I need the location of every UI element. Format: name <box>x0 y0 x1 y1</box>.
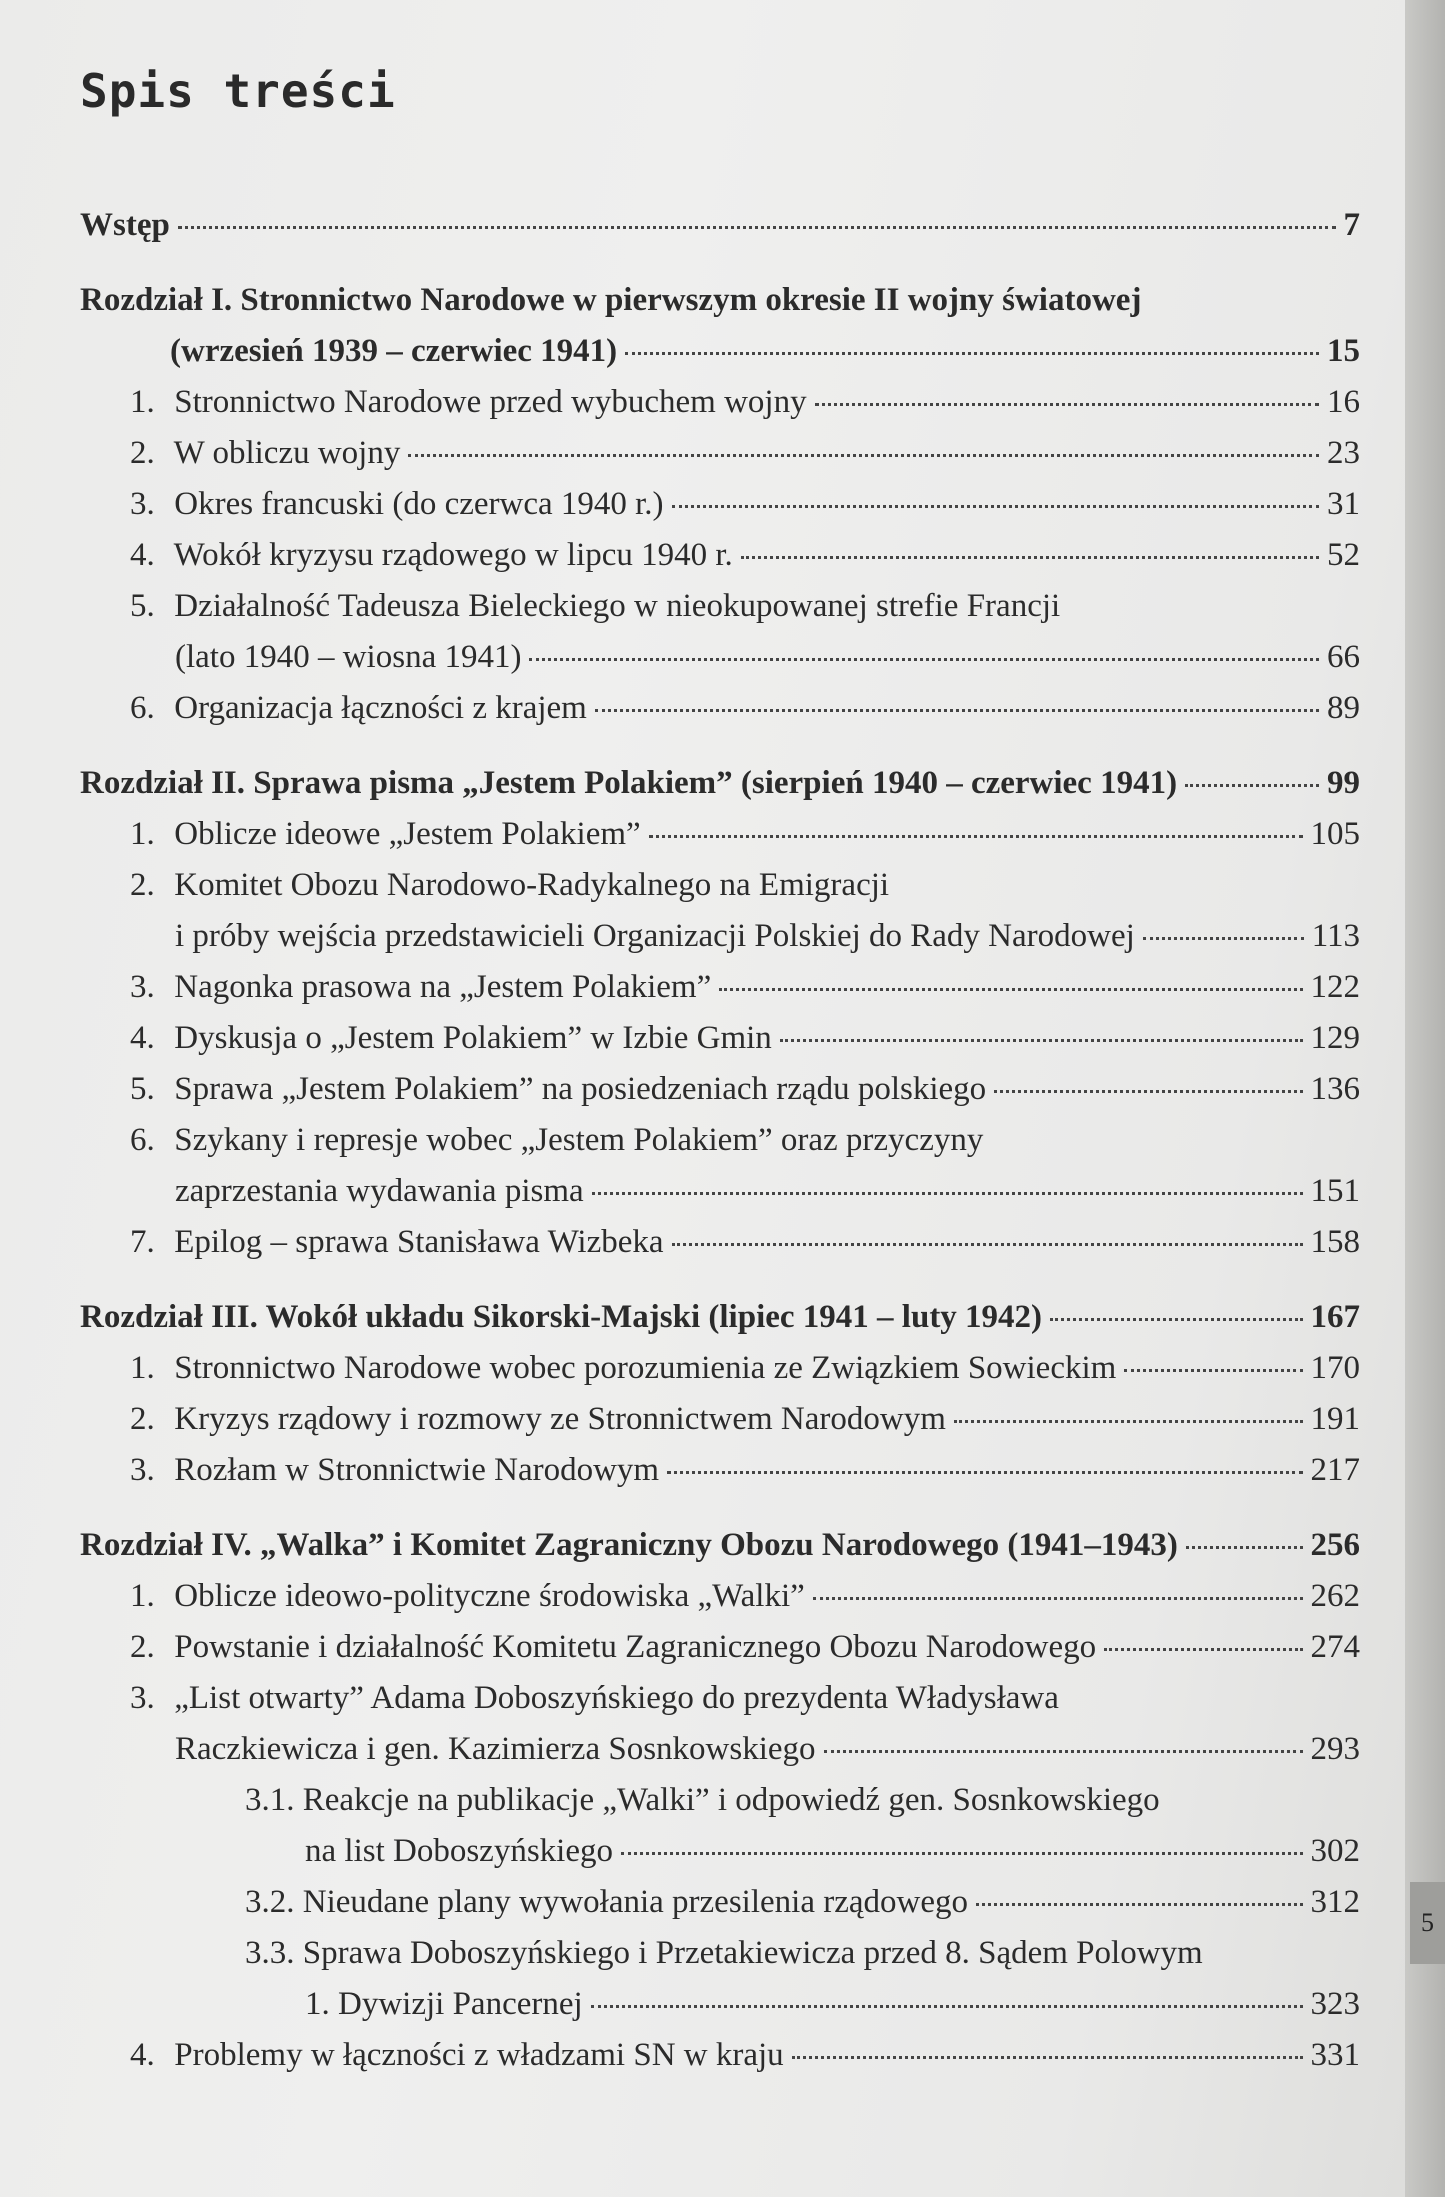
page-number: 274 <box>1310 1629 1360 1665</box>
page-number-tab: 5 <box>1410 1882 1445 1964</box>
dot-leader <box>1143 937 1304 940</box>
entry-number: 1. <box>130 384 155 420</box>
dot-leader <box>954 1420 1303 1423</box>
entry-number: 6. <box>130 1122 155 1158</box>
entry-number: 5. <box>130 588 155 624</box>
entry-number: 1. <box>130 1350 155 1386</box>
entry-number: 3. <box>130 1680 155 1716</box>
entry-number: 3. <box>130 1452 155 1488</box>
entry-title: Wokół kryzysu rządowego w lipcu 1940 r. <box>173 537 733 573</box>
toc-entry <box>80 860 1360 911</box>
dot-leader <box>792 2056 1303 2059</box>
chapter-heading <box>80 275 1360 326</box>
dot-leader <box>994 1090 1302 1093</box>
dot-leader <box>595 709 1319 712</box>
toc-subentry-cont <box>80 1979 1360 2030</box>
entry-number: 6. <box>130 690 155 726</box>
page-number: 302 <box>1310 1833 1360 1869</box>
toc-chapter-1 <box>80 275 1360 734</box>
chapter-title: Rozdział IV. „Walka” i Komitet Zagraniczny Obozu Narodowego (1941–1943) <box>80 1527 1178 1563</box>
toc-entry <box>80 428 1360 479</box>
page-number: 31 <box>1327 486 1360 522</box>
entry-title: Dyskusja o „Jestem Polakiem” w Izbie Gmin <box>174 1020 772 1056</box>
page-number: 129 <box>1310 1020 1360 1056</box>
entry-number: 3. <box>130 486 155 522</box>
dot-leader <box>719 988 1302 991</box>
page-number: 191 <box>1310 1401 1360 1437</box>
chapter-heading-cont <box>80 326 1360 377</box>
toc-entry <box>80 530 1360 581</box>
toc-entry <box>80 1217 1360 1268</box>
page-number: 151 <box>1310 1173 1360 1209</box>
entry-number: 3.2. <box>245 1884 295 1920</box>
entry-number: 2. <box>130 867 155 903</box>
entry-title: Sprawa „Jestem Polakiem” na posiedzeniach rządu polskiego <box>174 1071 987 1107</box>
toc-entry <box>80 1115 1360 1166</box>
entry-title: Szykany i represje wobec „Jestem Polakiem” oraz przyczyny <box>174 1122 984 1158</box>
entry-number: 3.3. <box>245 1935 295 1971</box>
page-number: 293 <box>1310 1731 1360 1767</box>
toc-chapter-2 <box>80 758 1360 1268</box>
entry-title: Wstęp <box>80 207 170 243</box>
entry-number: 5. <box>130 1071 155 1107</box>
toc-entry <box>80 1673 1360 1724</box>
dot-leader <box>649 835 1303 838</box>
toc-subentry <box>80 1877 1360 1928</box>
dot-leader <box>780 1039 1303 1042</box>
dot-leader <box>976 1903 1303 1906</box>
entry-title-cont: i próby wejścia przedstawicieli Organizacji Polskiej do Rady Narodowej <box>175 918 1135 954</box>
toc-entry-cont <box>80 1724 1360 1775</box>
dot-leader <box>741 556 1319 559</box>
entry-number: 1. <box>130 816 155 852</box>
page-number: 331 <box>1310 2037 1360 2073</box>
dot-leader <box>592 1192 1303 1195</box>
dot-leader <box>672 1243 1303 1246</box>
page-number: 158 <box>1310 1224 1360 1260</box>
entry-number: 4. <box>130 537 155 573</box>
entry-title-cont: na list Doboszyńskiego <box>305 1833 613 1869</box>
chapter-heading <box>80 758 1360 809</box>
entry-number: 2. <box>130 435 155 471</box>
page-number: 113 <box>1311 918 1360 954</box>
toc-subentry <box>80 1775 1360 1826</box>
entry-title-cont: (lato 1940 – wiosna 1941) <box>175 639 522 675</box>
dot-leader <box>1124 1369 1302 1372</box>
toc-entry <box>80 1343 1360 1394</box>
entry-title: „List otwarty” Adama Doboszyńskiego do prezydenta Władysława <box>174 1680 1059 1716</box>
toc-entry <box>80 377 1360 428</box>
entry-number: 2. <box>130 1629 155 1665</box>
entry-number: 2. <box>130 1401 155 1437</box>
entry-title: Kryzys rządowy i rozmowy ze Stronnictwem Narodowym <box>174 1401 946 1437</box>
chapter-title-cont: (wrzesień 1939 – czerwiec 1941) <box>170 333 618 369</box>
toc-entry <box>80 1064 1360 1115</box>
entry-number: 7. <box>130 1224 155 1260</box>
page-number: 52 <box>1327 537 1360 573</box>
page-title: Spis treści <box>80 64 396 118</box>
entry-title: Oblicze ideowe „Jestem Polakiem” <box>174 816 641 852</box>
entry-title: Komitet Obozu Narodowo-Radykalnego na Emigracji <box>174 867 890 903</box>
toc-entry <box>80 581 1360 632</box>
page-number: 66 <box>1327 639 1360 675</box>
entry-title: Organizacja łączności z krajem <box>174 690 587 726</box>
toc-entry <box>80 479 1360 530</box>
dot-leader <box>625 352 1319 355</box>
page-number: 170 <box>1310 1350 1360 1386</box>
page-number: 136 <box>1310 1071 1360 1107</box>
page-number: 16 <box>1327 384 1360 420</box>
chapter-title: Rozdział I. Stronnictwo Narodowe w pierwszym okresie II wojny światowej <box>80 282 1142 318</box>
page-number: 99 <box>1327 765 1360 801</box>
toc-entry <box>80 1013 1360 1064</box>
dot-leader <box>667 1471 1302 1474</box>
page-number: 7 <box>1343 207 1360 243</box>
entry-title: Okres francuski (do czerwca 1940 r.) <box>174 486 664 522</box>
toc-chapter-3 <box>80 1292 1360 1496</box>
dot-leader <box>178 226 1336 229</box>
entry-title: Nieudane plany wywołania przesilenia rządowego <box>302 1884 968 1920</box>
page-number: 89 <box>1327 690 1360 726</box>
dot-leader <box>813 1597 1303 1600</box>
toc-subentry-cont <box>80 1826 1360 1877</box>
page-number: 15 <box>1327 333 1360 369</box>
dot-leader <box>1050 1318 1302 1321</box>
toc-entry <box>80 1571 1360 1622</box>
entry-title: Nagonka prasowa na „Jestem Polakiem” <box>174 969 712 1005</box>
page-number: 122 <box>1310 969 1360 1005</box>
page-number: 256 <box>1310 1527 1360 1563</box>
entry-title: Stronnictwo Narodowe wobec porozumienia ze Związkiem Sowieckim <box>174 1350 1117 1386</box>
toc-entry-cont <box>80 911 1360 962</box>
entry-title-cont: 1. Dywizji Pancernej <box>305 1986 583 2022</box>
entry-title: Rozłam w Stronnictwie Narodowym <box>174 1452 660 1488</box>
entry-title: Powstanie i działalność Komitetu Zagranicznego Obozu Narodowego <box>174 1629 1097 1665</box>
toc-entry <box>80 200 1360 251</box>
dot-leader <box>672 505 1319 508</box>
entry-number: 4. <box>130 1020 155 1056</box>
dot-leader <box>1185 784 1319 787</box>
toc-entry-cont <box>80 1166 1360 1217</box>
dot-leader <box>621 1852 1303 1855</box>
dot-leader <box>529 658 1319 661</box>
toc-entry <box>80 683 1360 734</box>
entry-title: Oblicze ideowo-polityczne środowiska „Walki” <box>174 1578 805 1614</box>
page-number: 23 <box>1327 435 1360 471</box>
chapter-heading <box>80 1292 1360 1343</box>
entry-number: 1. <box>130 1578 155 1614</box>
page-number: 262 <box>1310 1578 1360 1614</box>
dot-leader <box>408 454 1319 457</box>
dot-leader <box>1186 1546 1303 1549</box>
page-number: 312 <box>1310 1884 1360 1920</box>
toc-entry <box>80 1394 1360 1445</box>
toc-intro <box>80 200 1360 251</box>
dot-leader <box>591 2005 1303 2008</box>
toc-chapter-4 <box>80 1520 1360 2081</box>
entry-title-cont: Raczkiewicza i gen. Kazimierza Sosnkowskiego <box>175 1731 816 1767</box>
chapter-title: Rozdział II. Sprawa pisma „Jestem Polakiem” (sierpień 1940 – czerwiec 1941) <box>80 765 1178 801</box>
entry-title: W obliczu wojny <box>173 435 401 471</box>
toc-entry-cont <box>80 632 1360 683</box>
page-number: 105 <box>1310 816 1360 852</box>
toc-entry <box>80 809 1360 860</box>
dot-leader <box>1104 1648 1302 1651</box>
entry-number: 3.1. <box>245 1782 295 1818</box>
toc-entry <box>80 2030 1360 2081</box>
page-number: 217 <box>1310 1452 1360 1488</box>
dot-leader <box>815 403 1319 406</box>
entry-number: 4. <box>130 2037 155 2073</box>
page-number: 167 <box>1310 1299 1360 1335</box>
entry-title: Sprawa Doboszyńskiego i Przetakiewicza przed 8. Sądem Polowym <box>302 1935 1203 1971</box>
entry-title-cont: zaprzestania wydawania pisma <box>175 1173 584 1209</box>
toc-subentry <box>80 1928 1360 1979</box>
toc-entry <box>80 962 1360 1013</box>
toc-entry <box>80 1445 1360 1496</box>
entry-title: Reakcje na publikacje „Walki” i odpowiedź gen. Sosnkowskiego <box>302 1782 1160 1818</box>
entry-title: Działalność Tadeusza Bieleckiego w nieokupowanej strefie Francji <box>174 588 1061 624</box>
entry-number: 3. <box>130 969 155 1005</box>
dot-leader <box>824 1750 1303 1753</box>
adjacent-page-edge <box>1405 0 1445 2197</box>
toc-entry <box>80 1622 1360 1673</box>
entry-title: Stronnictwo Narodowe przed wybuchem wojny <box>174 384 807 420</box>
chapter-title: Rozdział III. Wokół układu Sikorski-Majski (lipiec 1941 – luty 1942) <box>80 1299 1043 1335</box>
page-number: 323 <box>1310 1986 1360 2022</box>
chapter-heading <box>80 1520 1360 1571</box>
entry-title: Epilog – sprawa Stanisława Wizbeka <box>174 1224 664 1260</box>
table-of-contents <box>80 200 1360 2105</box>
entry-title: Problemy w łączności z władzami SN w kraju <box>174 2037 784 2073</box>
